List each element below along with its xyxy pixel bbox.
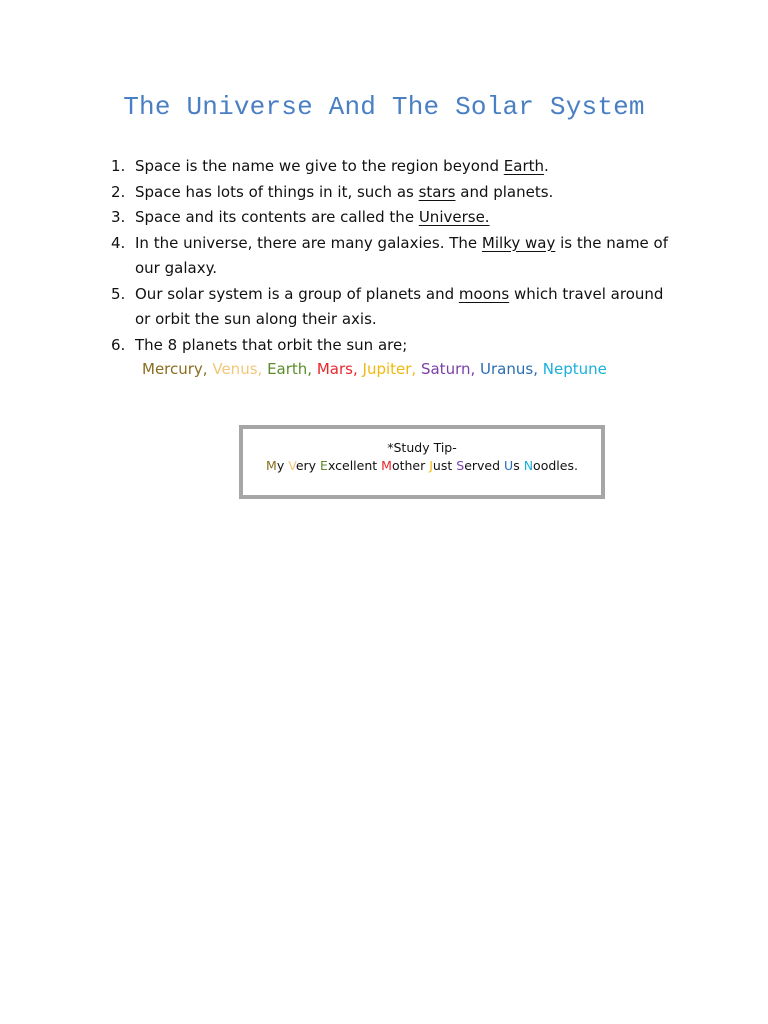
study-tip-title: *Study Tip- bbox=[387, 440, 457, 455]
mnemonic-rest: other bbox=[391, 458, 426, 473]
mnemonic-word bbox=[429, 458, 452, 473]
underlined-term: Earth bbox=[503, 157, 545, 175]
mnemonic-rest: erved bbox=[464, 458, 501, 473]
mnemonic-initial: E bbox=[320, 458, 328, 473]
mnemonic-initial: U bbox=[504, 458, 514, 473]
list-number: 2. bbox=[111, 182, 126, 201]
list-number: 5. bbox=[111, 284, 126, 303]
planet-neptune: Neptune bbox=[542, 360, 607, 378]
list-text: Space has lots of things in it, such as bbox=[135, 182, 419, 201]
list-text: Our solar system is a group of planets and bbox=[135, 284, 459, 303]
list-item bbox=[111, 180, 671, 206]
list-text: In the universe, there are many galaxies. The bbox=[135, 233, 482, 252]
mnemonic-rest: ust bbox=[432, 458, 453, 473]
list-item bbox=[111, 205, 671, 231]
planet-venus: Venus, bbox=[212, 360, 263, 378]
list-text: Space and its contents are called the bbox=[135, 208, 419, 226]
mnemonic-initial: J bbox=[429, 458, 433, 473]
mnemonic-initial: M bbox=[381, 458, 392, 473]
list-item bbox=[111, 282, 671, 333]
page-title: The Universe And The Solar System bbox=[123, 92, 645, 122]
mnemonic-word bbox=[288, 458, 316, 473]
facts-list bbox=[111, 154, 671, 358]
list-text: The 8 planets that orbit the sun are; bbox=[135, 335, 408, 354]
mnemonic-line bbox=[243, 457, 601, 475]
planet-list bbox=[142, 357, 607, 382]
mnemonic-initial: N bbox=[523, 458, 534, 473]
mnemonic-initial: S bbox=[456, 458, 465, 473]
underlined-term: stars bbox=[418, 182, 456, 201]
list-number: 4. bbox=[111, 233, 126, 252]
mnemonic-initial: M bbox=[266, 458, 277, 473]
mnemonic-word bbox=[320, 458, 377, 473]
planet-saturn: Saturn, bbox=[420, 360, 476, 378]
mnemonic-rest: s bbox=[513, 458, 520, 473]
list-text: which travel around or orbit the sun along their axis. bbox=[135, 284, 664, 328]
list-item bbox=[111, 333, 671, 359]
list-number: 3. bbox=[111, 208, 126, 226]
planet-mars: Mars, bbox=[316, 360, 358, 378]
mnemonic-rest: oodles. bbox=[533, 458, 578, 473]
list-item bbox=[111, 154, 671, 180]
list-text: is the name of our galaxy. bbox=[135, 233, 669, 277]
list-text: . bbox=[544, 157, 549, 175]
mnemonic-rest: xcellent bbox=[327, 458, 378, 473]
mnemonic-rest: y bbox=[276, 458, 285, 473]
underlined-term: Universe. bbox=[418, 208, 490, 226]
mnemonic-initial: V bbox=[288, 458, 296, 473]
list-text: Space is the name we give to the region beyond bbox=[135, 157, 504, 175]
underlined-term: moons bbox=[458, 284, 510, 303]
list-item bbox=[111, 231, 671, 282]
list-number: 1. bbox=[111, 157, 126, 175]
study-tip-box bbox=[239, 425, 605, 499]
mnemonic-word bbox=[504, 458, 520, 473]
planet-earth: Earth, bbox=[267, 360, 313, 378]
mnemonic-word bbox=[266, 458, 284, 473]
planet-jupiter: Jupiter, bbox=[362, 360, 417, 378]
planet-uranus: Uranus, bbox=[480, 360, 538, 378]
list-number: 6. bbox=[111, 335, 126, 354]
list-text: and planets. bbox=[455, 182, 554, 201]
mnemonic-word bbox=[456, 458, 500, 473]
mnemonic-word bbox=[381, 458, 425, 473]
planet-mercury: Mercury, bbox=[142, 360, 208, 378]
mnemonic-word bbox=[524, 458, 578, 473]
mnemonic-rest: ery bbox=[295, 458, 317, 473]
underlined-term: Milky way bbox=[481, 233, 556, 252]
